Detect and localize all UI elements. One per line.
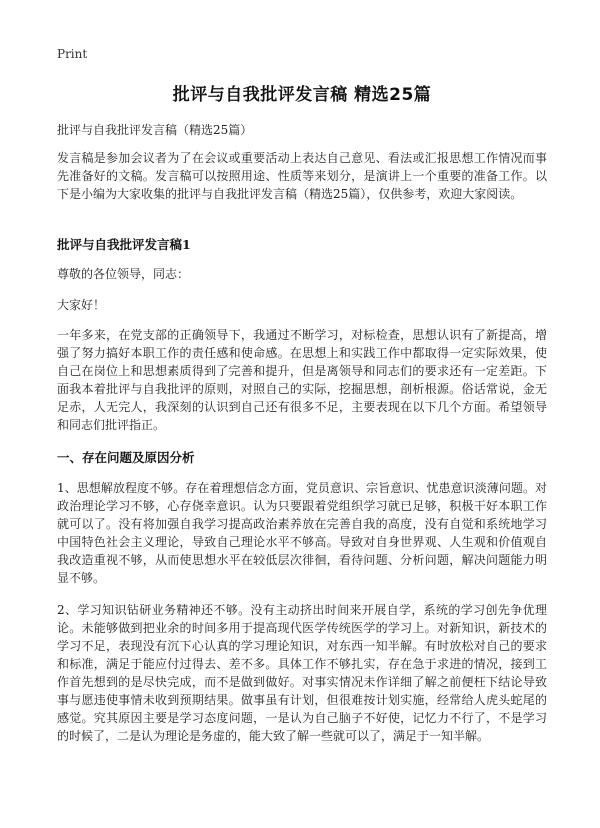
greeting-line: 尊敬的各位领导，同志： xyxy=(57,267,190,281)
problem-paragraph-2: 2、学习知识钻研业务精神还不够。没有主动挤出时间来开展自学，系统的学习创先争优理论。未能够做到把业余的时间多用于提高现代医学传统医学的学习上。对新知识，新技术的学习不足，表现没有沉下心认真的学习理论知识，对东西一知半解。有时放松对自己的要求和标准，满足于能应付过得去、差不多。具体工作不够扎实，存在急于求进的情况，接到工作首先想到的是尽快完成，而不是做到做好。对事实情况未作详细了解之前便枉下结论导致事与愿违使事情未收到预期结果。做事虽有计划，但很难按计划实施，经常给人虎头蛇尾的感觉。究其原因主要是学习态度问题，一是认为自己脑子不好使，记忆力不行了，不是学习的时候了，二是认为理论是务虚的，能大致了解一些就可以了，满足于一知半解。 xyxy=(57,603,547,743)
intro-paragraph: 发言稿是参加会议者为了在会议或重要活动上表达自己意见、看法或汇报思想工作情况而事先准备好的文稿。发言稿可以按照用途、性质等来划分，是演讲上一个重要的准备工作。以下是小编为大家收集的批评与自我批评发言稿（精选25篇），仅供参考，欢迎大家阅读。 xyxy=(57,151,547,201)
document-title: 批评与自我批评发言稿 精选25篇 xyxy=(172,85,432,105)
document-subtitle: 批评与自我批评发言稿（精选25篇） xyxy=(57,123,253,137)
print-link[interactable]: Print xyxy=(57,47,88,61)
section-heading: 批评与自我批评发言稿1 xyxy=(57,237,191,252)
salutation-line: 大家好！ xyxy=(57,298,106,312)
body-paragraph-1: 一年多来，在党支部的正确领导下，我通过不断学习，对标检查，思想认识有了新提高，增强了努力搞好本职工作的责任感和使命感。在思想上和实践工作中都取得一定实际效果，使自己在岗位上和思想素质得到了完善和提升，但是离领导和同志们的要求还有一定差距。下面我本着批评与自我批评的原则，对照自己的实际，挖掘思想，剖析根源。俗话常说，金无足赤，人无完人，我深刻的认识到自己还有很多不足，主要表现在以下几个方面。希望领导和同志们批评指正。 xyxy=(57,328,547,432)
problems-heading: 一、存在问题及原因分析 xyxy=(57,450,195,465)
problem-paragraph-1: 1、思想解放程度不够。存在着理想信念方面，党员意识、宗旨意识、忧患意识淡薄问题。对政治理论学习不够，心存侥幸意识。认为只要跟着党组织学习就已足够，积极干好本职工作就可以了。没有将加强自我学习提高政治素养放在完善自我的高度，没有自觉和系统地学习中国特色社会主义理论，导致自己理论水平不够高。导致对自身世界观、人生观和价值观自我改造重视不够，从而使思想水平在较低层次徘徊，看待问题、分析问题，解决问题能力明显不够。 xyxy=(57,481,547,585)
